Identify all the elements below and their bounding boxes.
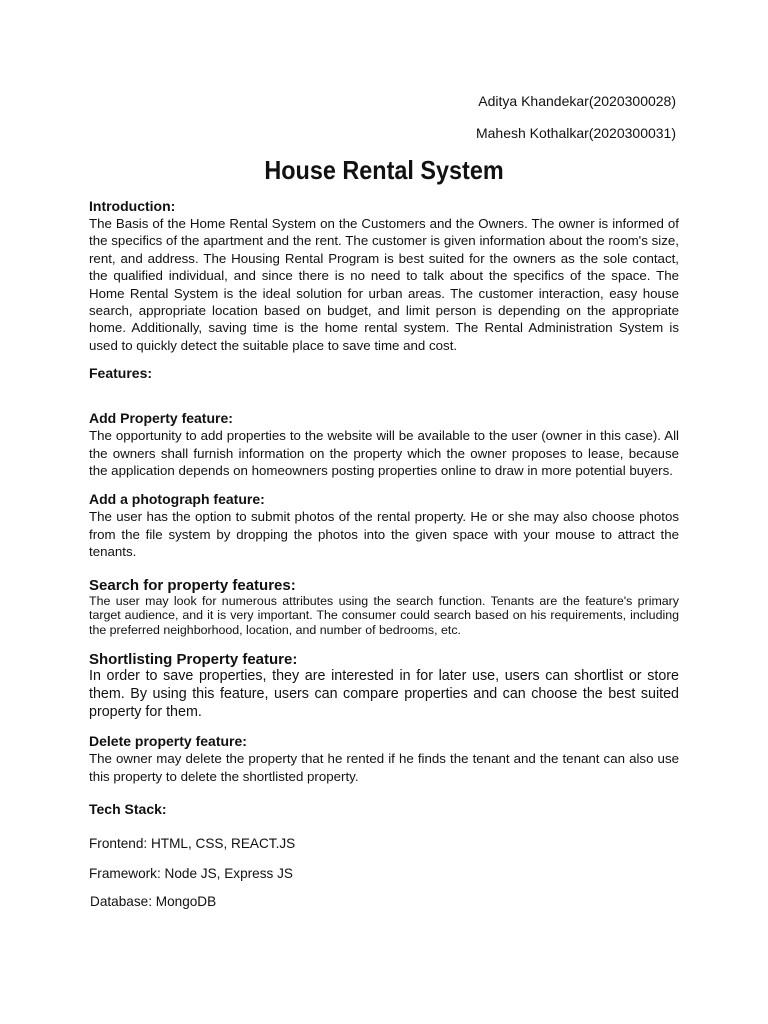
author-name: Mahesh Kothalkar(2020300031) — [475, 125, 676, 141]
feature-heading: Add a photograph feature: — [89, 491, 265, 508]
feature-delete-property — [89, 733, 679, 785]
feature-add-property — [89, 410, 679, 479]
tech-stack-heading: Tech Stack: — [89, 801, 167, 818]
tech-stack-frontend: Frontend: HTML, CSS, REACT.JS — [89, 836, 296, 852]
feature-text: The owner may delete the property that he rented if he finds the tenant and the tenant can also use this property to delete the shortlisted property. — [89, 751, 679, 784]
author-name: Aditya Khandekar(2020300028) — [478, 93, 676, 109]
feature-heading: Add Property feature: — [89, 410, 233, 427]
feature-heading: Delete property feature: — [89, 733, 247, 750]
feature-text: The user has the option to submit photos of the rental property. He or she may also choose photos from the file system by dropping the photos into the given space with your mouse to attract the tenants. — [89, 509, 679, 560]
features-section — [89, 365, 679, 382]
feature-search-property — [89, 577, 679, 638]
feature-text: In order to save properties, they are interested in for later use, users can shortlist or store them. By using this feature, users can compare properties and can choose the best suited property for them. — [89, 668, 679, 720]
introduction-text: The Basis of the Home Rental System on the Customers and the Owners. The owner is informed of the specifics of the apartment and the rent. The customer is given information about the room's size, rent, and address. The Housing Rental Program is best suited for the owners as the sole contact, the qualified individual, and since there is no need to talk about the specifics of the space. The Home Rental System is the ideal solution for urban areas. The customer interaction, easy house search, appropriate location based on budget, and limit person is depending on the appropriate home. Additionally, saving time is the home rental system. The Rental Administration System is used to quickly detect the suitable place to save time and cost. — [89, 216, 679, 353]
document-title: House Rental System — [264, 155, 504, 185]
feature-heading: Search for property features: — [89, 576, 296, 594]
feature-heading: Shortlisting Property feature: — [89, 651, 298, 669]
feature-text: The opportunity to add properties to the website will be available to the user (owner in this case). All the owners shall furnish information on the property which the owner proposes to lease, because the application depends on homeowners posting properties online to draw in more potential buyers. — [89, 428, 679, 479]
introduction-heading: Introduction: — [89, 198, 176, 214]
features-heading: Features: — [89, 365, 153, 382]
feature-add-photograph — [89, 491, 679, 560]
introduction-section — [89, 198, 679, 354]
feature-text: The user may look for numerous attributes using the search function. Tenants are the feature's primary target audience, and it is very important. The consumer could search based on his requirements, including the preferred neighborhood, location, and number of bedrooms, etc. — [89, 593, 679, 637]
feature-shortlisting-property — [89, 651, 679, 721]
tech-stack-database: Database: MongoDB — [90, 894, 217, 910]
tech-stack-framework: Framework: Node JS, Express JS — [89, 866, 293, 882]
tech-stack-section — [89, 801, 679, 910]
document-body — [89, 198, 679, 910]
